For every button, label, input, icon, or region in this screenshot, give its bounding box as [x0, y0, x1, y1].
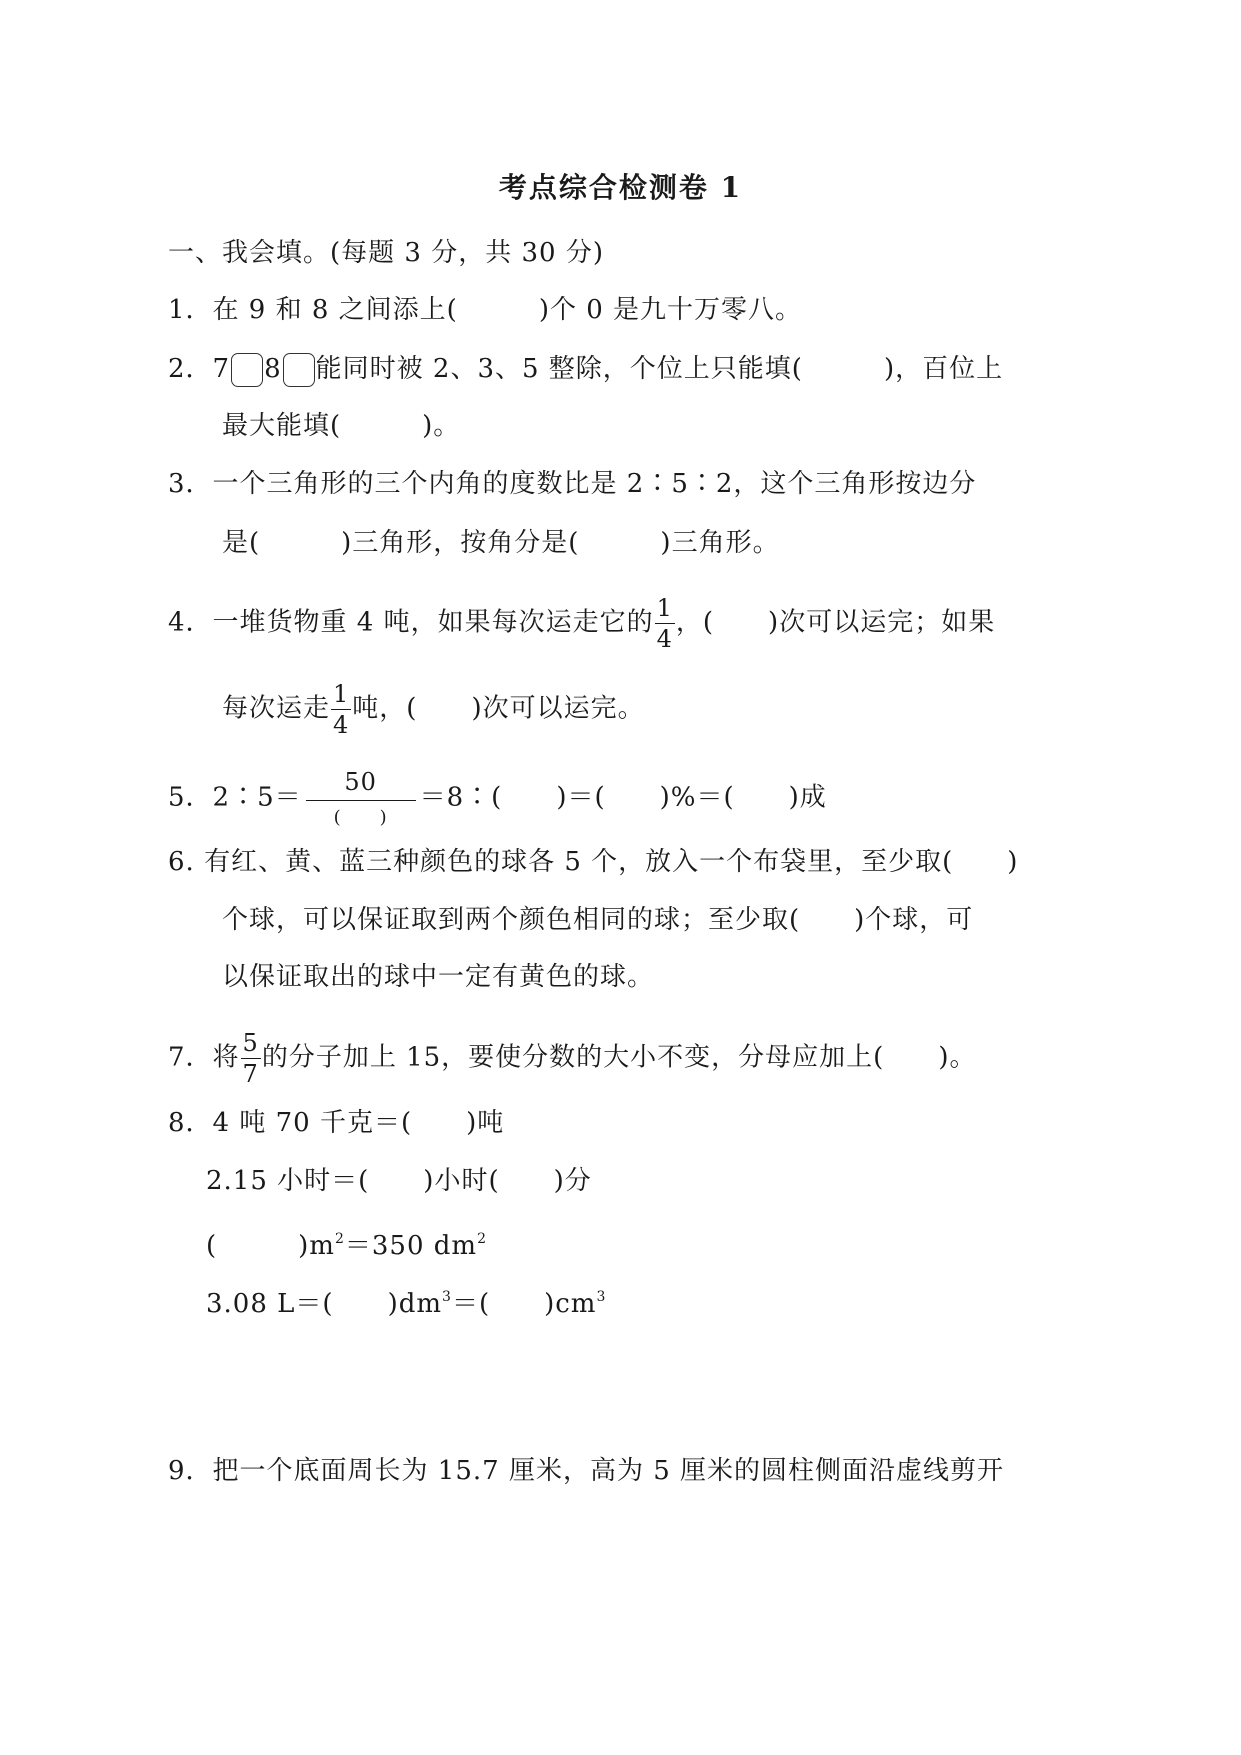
fraction-numerator: 1 — [656, 594, 673, 622]
fraction-50-over-blank — [306, 770, 416, 827]
question-2-text: 能同时被 2、3、5 整除，个位上只能填( )，百位上 — [315, 354, 1004, 384]
question-4-line-1 — [168, 596, 995, 651]
question-4-text-b: ，( )次可以运完；如果 — [675, 607, 996, 638]
question-6-line-3: 以保证取出的球中一定有黄色的球。 — [222, 962, 655, 992]
fraction-numerator: 50 — [306, 770, 416, 801]
question-8-text-a: ( )m — [206, 1231, 335, 1261]
fraction-denominator: ( ) — [333, 807, 388, 828]
question-2-number: 2． — [168, 354, 213, 384]
superscript: 3 — [442, 1289, 452, 1305]
fraction-denominator: 4 — [656, 625, 673, 653]
question-8-line-4 — [206, 1280, 606, 1321]
question-2-line-2: 最大能填( )。 — [222, 411, 461, 441]
superscript: 3 — [596, 1289, 607, 1305]
digit-blank-box — [283, 353, 315, 387]
question-7-text-a: 7．将 — [168, 1042, 240, 1073]
question-5 — [168, 770, 827, 827]
question-2-digit-8: 8 — [264, 354, 282, 384]
question-4-text-a: 4．一堆货物重 4 吨，如果每次运走它的 — [168, 607, 654, 638]
question-5-text-b: ＝8∶( )＝( )%＝( )成 — [419, 782, 827, 813]
question-7 — [168, 1031, 976, 1086]
question-2-digit-7: 7 — [212, 354, 231, 384]
question-8-text-b: ＝350 dm — [344, 1231, 478, 1261]
question-3-line-2: 是( )三角形，按角分是( )三角形。 — [222, 528, 780, 558]
superscript: 2 — [477, 1231, 487, 1247]
question-5-text-a: 5．2∶5＝ — [168, 782, 302, 813]
fraction-numerator: 1 — [333, 680, 350, 708]
question-4-line-2 — [222, 682, 645, 737]
question-4-text-c: 每次运走 — [222, 693, 331, 724]
digit-blank-box — [231, 353, 263, 387]
question-6-line-2: 个球，可以保证取到两个颜色相同的球；至少取( )个球，可 — [222, 905, 974, 935]
fraction-one-quarter — [331, 682, 351, 737]
fraction-numerator: 5 — [242, 1029, 259, 1057]
question-8-text-c: 3.08 L＝( )dm — [206, 1289, 443, 1319]
question-8-line-3 — [206, 1222, 487, 1263]
question-9: 9．把一个底面周长为 15.7 厘米，高为 5 厘米的圆柱侧面沿虚线剪开 — [168, 1456, 1005, 1486]
fraction-denominator: 7 — [242, 1060, 259, 1088]
question-8-line-2: 2.15 小时＝( )小时( )分 — [206, 1166, 592, 1196]
question-1: 1．在 9 和 8 之间添上( )个 0 是九十万零八。 — [168, 295, 803, 325]
fraction-one-quarter — [655, 596, 675, 651]
question-2-line-1 — [168, 352, 1003, 387]
question-3-line-1: 3．一个三角形的三个内角的度数比是 2∶5∶2，这个三角形按边分 — [168, 469, 977, 499]
superscript: 2 — [334, 1231, 345, 1247]
question-7-text-b: 的分子加上 15，要使分数的大小不变，分母应加上( )。 — [261, 1042, 977, 1073]
question-4-text-d: 吨，( )次可以运完。 — [352, 693, 645, 724]
question-8-text-d: ＝( )cm — [451, 1289, 597, 1319]
fraction-denominator: 4 — [333, 711, 350, 739]
question-6-line-1: 6. 有红、黄、蓝三种颜色的球各 5 个，放入一个布袋里，至少取( ) — [168, 847, 1019, 877]
section-heading-fill-in: 一、我会填。(每题 3 分，共 30 分) — [168, 238, 604, 268]
fraction-five-sevenths — [241, 1031, 261, 1086]
page-title: 考点综合检测卷 1 — [498, 171, 743, 204]
question-8-line-1: 8．4 吨 70 千克＝( )吨 — [168, 1108, 505, 1138]
